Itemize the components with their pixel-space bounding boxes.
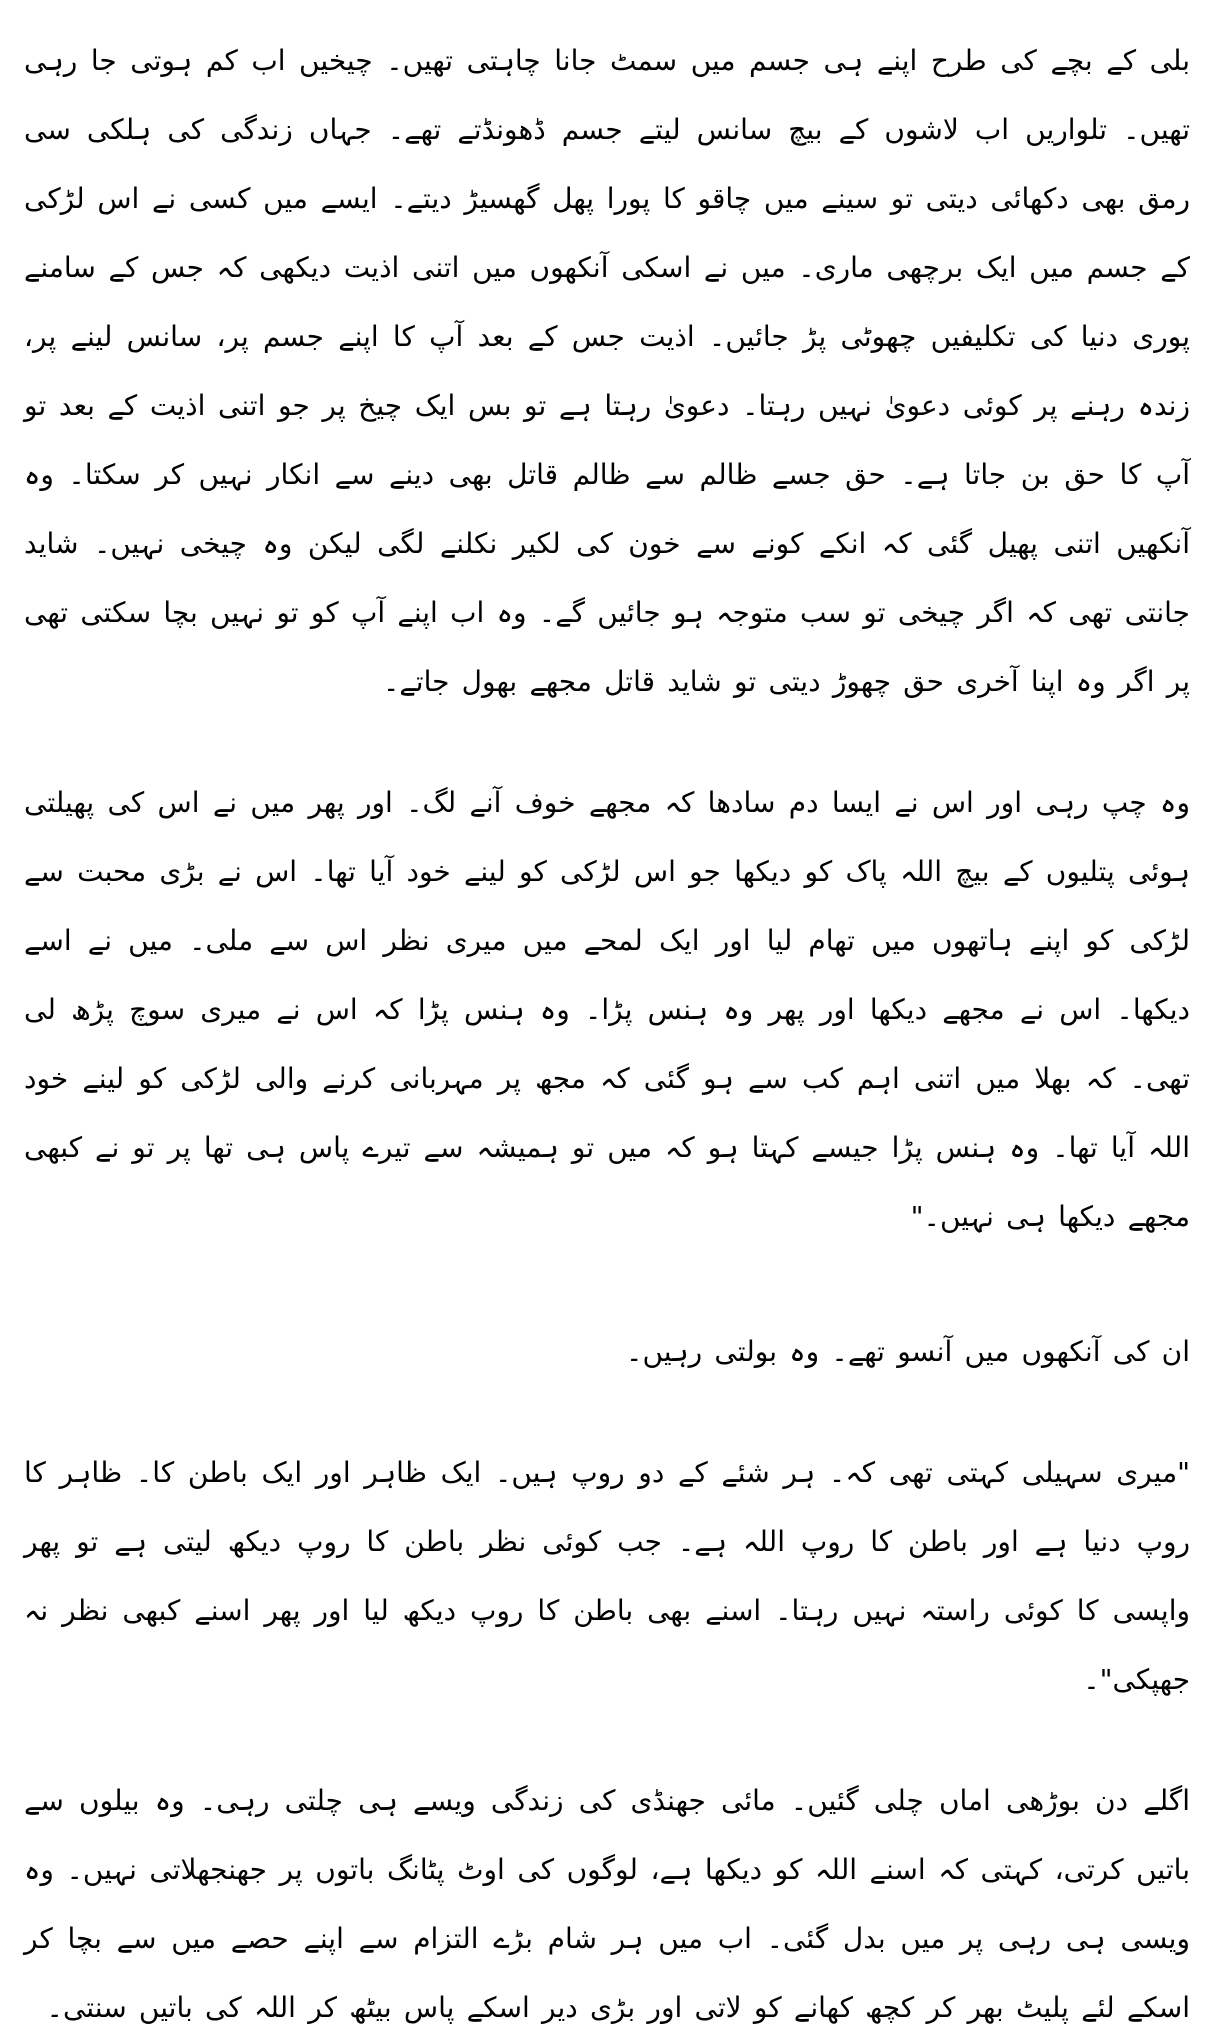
paragraph-5: اگلے دن بوڑھی اماں چلی گئیں۔ مائی جھنڈی کی زندگی ویسے ہی چلتی رہی۔ وہ بیلوں سے باتیں کرتی، کہتی کہ اسنے اللہ کو دیکھا ہے، لوگوں کی اوٹ پٹانگ باتوں پر جھنجھلاتی نہیں۔ وہ ویسی ہی رہی پر میں بدل گئی۔ اب میں ہر شام بڑے التزام سے اپنے حصے میں سے بچا کر اسکے لئے پلیٹ بھر کر کچھ کھانے کو لاتی اور بڑی دیر اسکے پاس بیٹھ کر اللہ کی باتیں سنتی۔ (24, 1784, 1190, 2024)
paragraph-1: بلی کے بچے کی طرح اپنے ہی جسم میں سمٹ جانا چاہتی تھیں۔ چیخیں اب کم ہوتی جا رہی تھیں۔ تلواریں اب لاشوں کے بیچ سانس لیتے جسم ڈھونڈتے تھے۔ جہاں زندگی کی ہلکی سی رمق بھی دکھائی دیتی تو سینے میں چاقو کا پورا پھل گھسیڑ دیتے۔ ایسے میں کسی نے اس لڑکی کے جسم میں ایک برچھی ماری۔ میں نے اسکی آنکھوں میں اتنی اذیت دیکھی کہ جس کے سامنے پوری دنیا کی تکلیفیں چھوٹی پڑ جائیں۔ اذیت جس کے بعد آپ کا اپنے جسم پر، سانس لینے پر، زندہ رہنے پر کوئی دعویٰ نہیں رہتا۔ دعویٰ رہتا ہے تو بس ایک چیخ پر جو اتنی اذیت کے بعد تو آپ کا حق بن جاتا ہے۔ حق جسے ظالم سے ظالم قاتل بھی دینے سے انکار نہیں کر سکتا۔ وہ آنکھیں اتنی پھیل گئی کہ انکے کونے سے خون کی لکیر نکلنے لگی لیکن وہ چیخی نہیں۔ شاید جانتی تھی کہ اگر چیخی تو سب متوجہ ہو جائیں گے۔ وہ اب اپنے آپ کو تو نہیں بچا سکتی تھی پر اگر وہ اپنا آخری حق چھوڑ دیتی تو شاید قاتل مجھے بھول جاتے۔ (24, 44, 1190, 698)
paragraph-4: "میری سہیلی کہتی تھی کہ۔ ہر شئے کے دو روپ ہیں۔ ایک ظاہر اور ایک باطن کا۔ ظاہر کا روپ دنیا ہے اور باطن کا روپ اللہ ہے۔ جب کوئی نظر باطن کا روپ دیکھ لیتی ہے تو پھر واپسی کا کوئی راستہ نہیں رہتا۔ اسنے بھی باطن کا روپ دیکھ لیا اور پھر اسنے کبھی نظر نہ جھپکی"۔ (24, 1456, 1190, 1696)
paragraph-2: وہ چپ رہی اور اس نے ایسا دم سادھا کہ مجھے خوف آنے لگ۔ اور پھر میں نے اس کی پھیلتی ہوئی پتلیوں کے بیچ اللہ پاک کو دیکھا جو اس لڑکی کو لینے خود آیا تھا۔ اس نے بڑی محبت سے لڑکی کو اپنے ہاتھوں میں تھام لیا اور ایک لمحے میں میری نظر اس سے ملی۔ میں نے اسے دیکھا۔ اس نے مجھے دیکھا اور پھر وہ ہنس پڑا۔ وہ ہنس پڑا کہ اس نے میری سوچ پڑھ لی تھی۔ کہ بھلا میں اتنی اہم کب سے ہو گئی کہ مجھ پر مہربانی کرنے والی لڑکی کو لینے خود اللہ آیا تھا۔ وہ ہنس پڑا جیسے کہتا ہو کہ میں تو ہمیشہ سے تیرے پاس ہی تھا پر تو نے کبھی مجھے دیکھا ہی نہیں۔" (24, 786, 1190, 1233)
paragraph-3: ان کی آنکھوں میں آنسو تھے۔ وہ بولتی رہیں۔ (626, 1335, 1190, 1368)
